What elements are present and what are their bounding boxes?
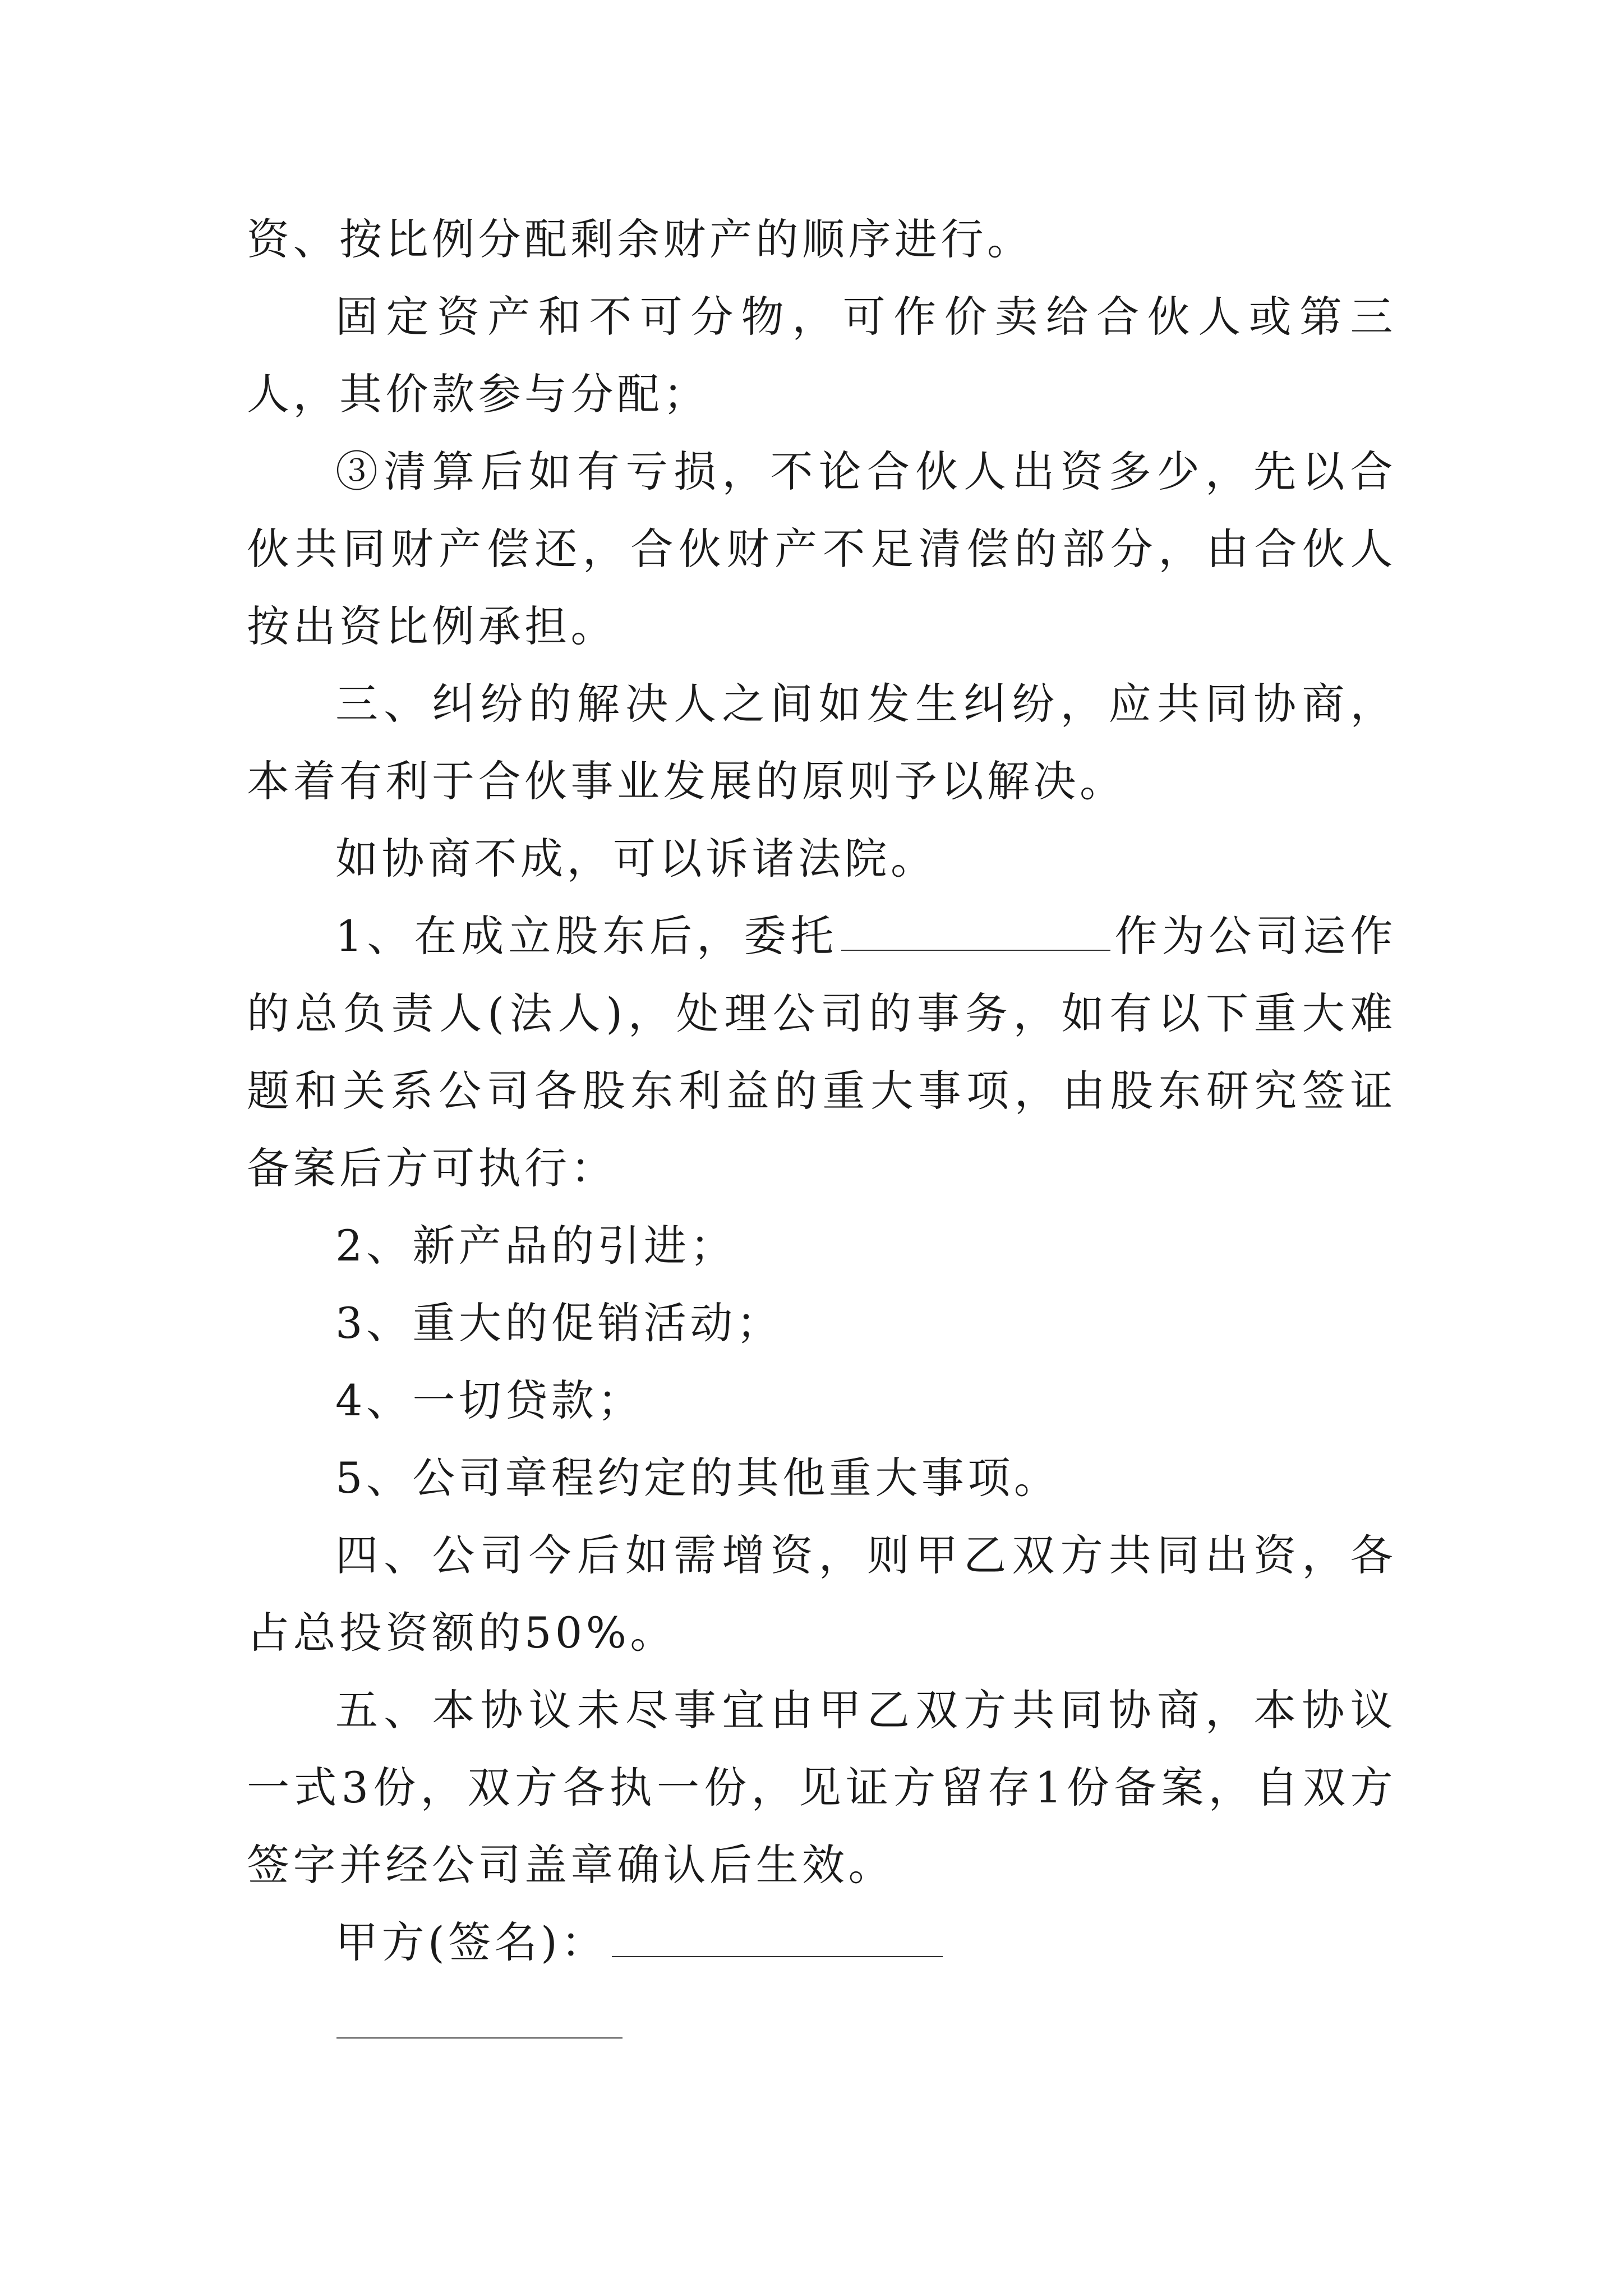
clause-miscellaneous: 五、本协议未尽事宜由甲乙双方共同协商，本协议一式3份，双方各执一份，见证方留存1份备案，自双方签字并经公司盖章确认后生效。 — [247, 1685, 1396, 1890]
party-a-signature-line — [247, 1904, 1396, 1981]
list-item-loans: 4、一切贷款； — [335, 1375, 644, 1425]
paragraph-liquidation-order: 资、按比例分配剩余财产的顺序进行。 — [247, 214, 1034, 264]
document-body — [247, 201, 1396, 1981]
clause-1-before-blank: 1、在成立股东后，委托 — [335, 911, 838, 961]
clause-1 — [247, 898, 1396, 1207]
list-item-new-products: 2、新产品的引进； — [335, 1221, 736, 1271]
paragraph-loss-handling: ③清算后如有亏损，不论合伙人出资多少，先以合伙共同财产偿还，合伙财产不足清偿的部分，由合伙人按出资比例承担。 — [247, 447, 1396, 651]
agent-name-blank — [841, 915, 1110, 951]
clause-capital-increase: 四、公司今后如需增资，则甲乙双方共同出资，各占总投资额的50%。 — [247, 1530, 1396, 1658]
paragraph-fixed-assets: 固定资产和不可分物，可作价卖给合伙人或第三人，其价款参与分配； — [247, 292, 1396, 419]
list-item-promotions: 3、重大的促销活动； — [335, 1298, 783, 1348]
extra-signature-blank — [336, 2037, 623, 2039]
list-item-other-matters: 5、公司章程约定的其他重大事项。 — [335, 1453, 1061, 1503]
paragraph-litigation: 如协商不成，可以诉诸法院。 — [335, 834, 937, 884]
paragraph-dispute-resolution: 三、纠纷的解决人之间如发生纠纷，应共同协商，本着有利于合伙事业发展的原则予以解决。 — [247, 679, 1396, 806]
party-a-signature-label: 甲方(签名)： — [335, 1917, 607, 1967]
party-a-signature-blank — [612, 1921, 943, 1957]
clause-1-after-blank: 作为公司运作的总负责人(法人)，处理公司的事务，如有以下重大难题和关系公司各股东利益的重大事项，由股东研究签证备案后方可执行： — [247, 911, 1396, 1193]
